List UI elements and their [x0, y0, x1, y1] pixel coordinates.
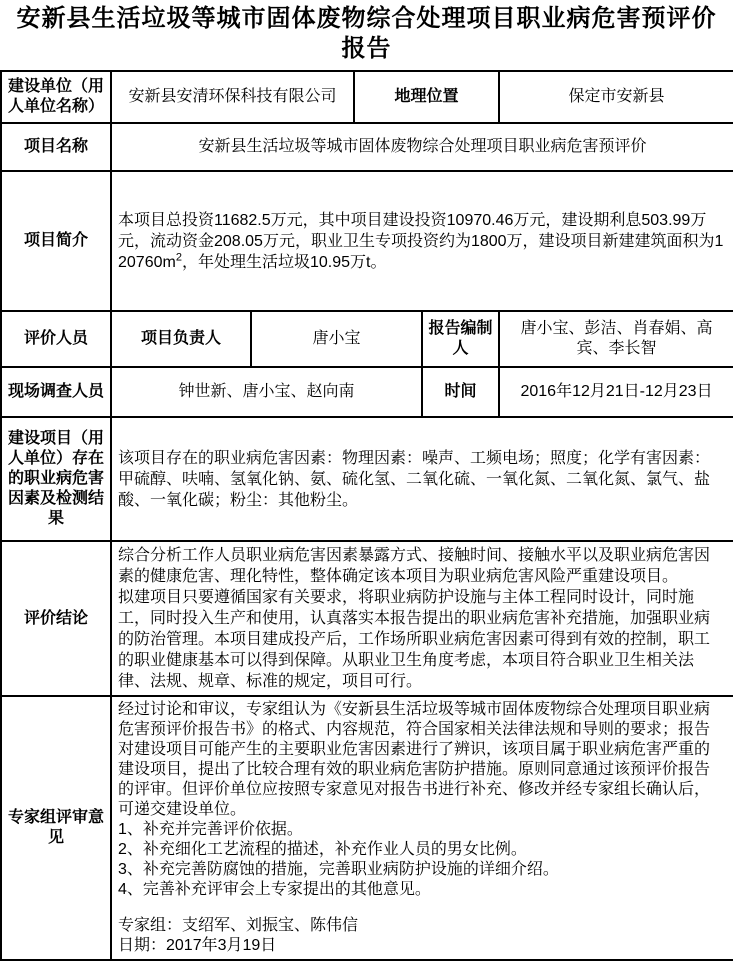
- construction-unit-value: 安新县安清环保科技有限公司: [111, 71, 354, 123]
- expert-review-item: 2、补充细化工艺流程的描述，补充作业人员的男女比例。: [118, 841, 527, 858]
- row-project-name: [1, 123, 733, 171]
- project-intro-label: 项目简介: [1, 171, 111, 311]
- conclusion-paragraph-1: 综合分析工作人员职业病危害因素暴露方式、接触时间、接触水平以及职业病危害因素的健康危害、理化特性，整体确定该本项目为职业病危害风险严重建设项目。: [118, 547, 711, 585]
- project-name-value: 安新县生活垃圾等城市固体废物综合处理项目职业病危害预评价: [111, 123, 733, 171]
- expert-review-value: [111, 696, 733, 960]
- expert-review-item: 3、补充完善防腐蚀的措施，完善职业病防护设施的详细介绍。: [118, 861, 559, 878]
- expert-review-item: 4、完善补充评审会上专家提出的其他意见。: [118, 881, 431, 898]
- project-leader-label: 项目负责人: [111, 311, 251, 367]
- expert-group-names: 专家组：支绍军、刘振宝、陈伟信: [118, 917, 359, 934]
- location-label: 地理位置: [354, 71, 499, 123]
- project-intro-value: [111, 171, 733, 311]
- row-hazard-factors: [1, 417, 733, 541]
- row-project-intro: [1, 171, 733, 311]
- expert-review-date: 日期：2017年3月19日: [118, 937, 277, 954]
- conclusion-value: [111, 541, 733, 696]
- expert-review-paragraph: 经过讨论和审议，专家组认为《安新县生活垃圾等城市固体废物综合处理项目职业病危害预评价报告书》的格式、内容规范，符合国家相关法律法规和导则的要求；报告对建设项目可能产生的主要职业危害因素进行了辨识，该项目属于职业病危害严重的建设项目，提出了比较合理有效的职业病危害防护措施。原则同意通过该预评价报告的评审。但评价单位应按照专家意见对报告书进行补充、修改并经专家组长确认后，可递交建设单位。: [118, 701, 711, 818]
- row-conclusion: [1, 541, 733, 696]
- page-title: 安新县生活垃圾等城市固体废物综合处理项目职业病危害预评价报告: [16, 5, 717, 62]
- expert-review-spacer: [118, 900, 725, 916]
- expert-review-label: 专家组评审意见: [1, 696, 111, 960]
- project-intro-superscript: 2: [175, 251, 182, 264]
- row-expert-review: [1, 696, 733, 960]
- row-evaluators: [1, 311, 733, 367]
- time-value: 2016年12月21日-12月23日: [499, 367, 733, 417]
- conclusion-paragraph-2: 拟建项目只要遵循国家有关要求，将职业病防护设施与主体工程同时设计，同时施工，同时投入生产和使用，认真落实本报告提出的职业病危害补充措施，加强职业病的防治管理。本项目建成投产后，工作场所职业病危害因素可得到有效的控制，职工的职业健康基本可以得到保障。从职业卫生角度考虑，本项目符合职业卫生相关法律、法规、规章、标准的规定，项目可行。: [118, 589, 711, 690]
- conclusion-label: 评价结论: [1, 541, 111, 696]
- time-label: 时间: [422, 367, 499, 417]
- expert-review-item: 1、补充并完善评价依据。: [118, 821, 303, 838]
- row-site-survey: [1, 367, 733, 417]
- row-construction-unit: [1, 71, 733, 123]
- report-writers-label: 报告编制人: [422, 311, 499, 367]
- report-table: [0, 70, 733, 961]
- project-name-label: 项目名称: [1, 123, 111, 171]
- site-survey-label: 现场调查人员: [1, 367, 111, 417]
- site-survey-value: 钟世新、唐小宝、赵向南: [111, 367, 422, 417]
- location-value: 保定市安新县: [499, 71, 733, 123]
- construction-unit-label: 建设单位（用人单位名称）: [1, 71, 111, 123]
- project-intro-text-2: ，年处理生活垃圾10.95万t。: [181, 253, 387, 271]
- evaluators-label: 评价人员: [1, 311, 111, 367]
- report-writers-value: 唐小宝、彭洁、肖春娟、高宾、李长智: [499, 311, 733, 367]
- project-intro-text-1: 本项目总投资11682.5万元，其中项目建设投资10970.46万元，建设期利息503.99万元，流动资金208.05万元，职业卫生专项投资约为1800万，建设项目新建建筑面积为120760m: [118, 211, 724, 271]
- project-leader-value: 唐小宝: [251, 311, 422, 367]
- hazard-factors-value: 该项目存在的职业病危害因素：物理因素：噪声、工频电场；照度；化学有害因素：甲硫醇、呋喃、氢氧化钠、氨、硫化氢、二氧化硫、一氧化氮、二氧化氮、氯气、盐酸、一氧化碳；粉尘：其他粉尘。: [111, 417, 733, 541]
- hazard-factors-label: 建设项目（用人单位）存在的职业病危害因素及检测结果: [1, 417, 111, 541]
